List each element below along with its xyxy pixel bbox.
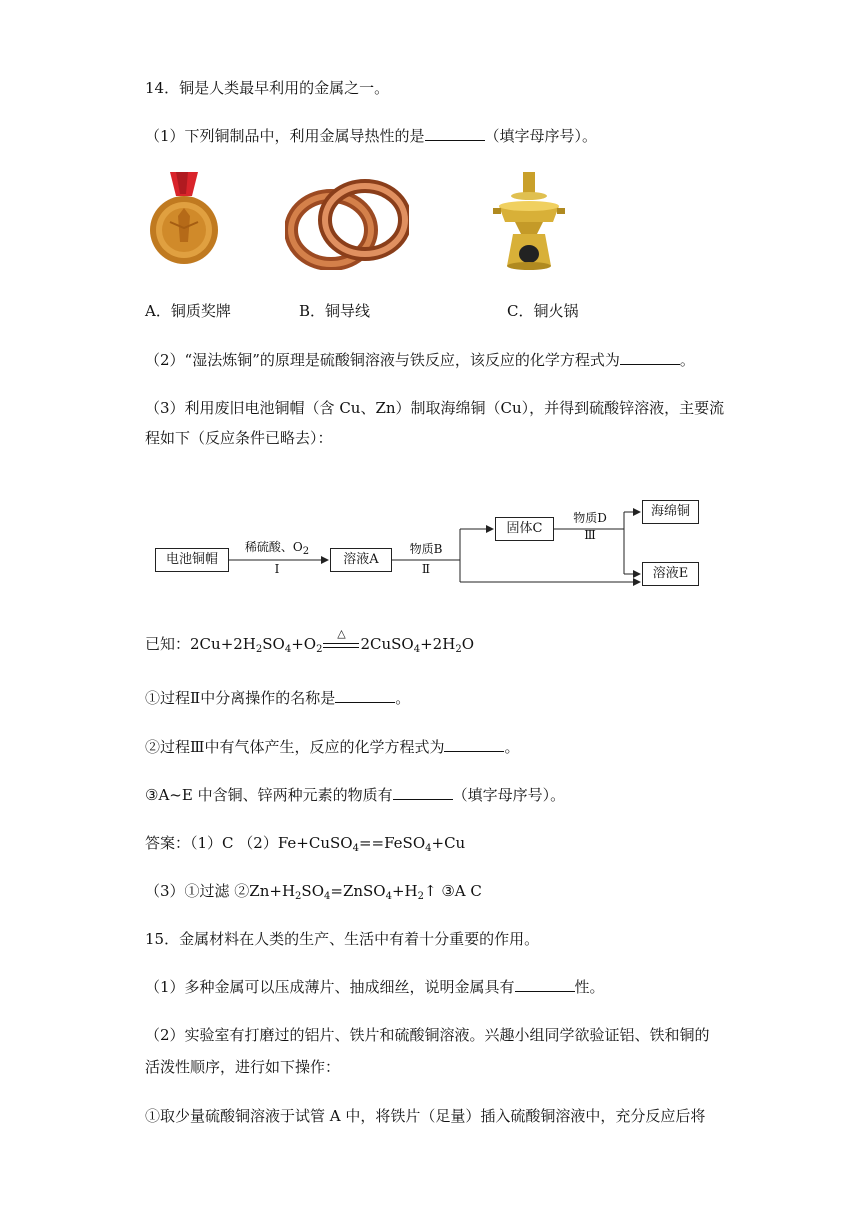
q14-part2: （2）“湿法炼铜”的原理是硫酸铜溶液与铁反应，该反应的化学方程式为 。 [145, 351, 695, 369]
q15-part3-line1: ①取少量硫酸铜溶液于试管 A 中，将铁片（足量）插入硫酸铜溶液中，充分反应后将 [145, 1107, 706, 1125]
sub-question-2: ②过程Ⅲ中有气体产生，反应的化学方程式为 。 [145, 738, 520, 756]
answer-line-1: 答案：（1）C （2）Fe+CuSO$_4$==FeSO$_4$+Cu [145, 834, 466, 854]
q14-part1: （1）下列铜制品中，利用金属导热性的是 （填字母序号）。 [145, 127, 598, 145]
sponge-copper-box: 海绵铜 [642, 500, 699, 524]
option-c-label: C．铜火锅 [507, 302, 579, 320]
option-a-label: A．铜质奖牌 [145, 302, 231, 320]
sub-question-3: ③A~E 中含铜、锌两种元素的物质有 （填字母序号）。 [145, 786, 566, 804]
step3-number: Ⅲ [584, 528, 596, 542]
step2-number: Ⅱ [421, 562, 431, 576]
answer-blank[interactable] [515, 977, 575, 992]
q14-part3-line2: 程如下（反应条件已略去）： [145, 429, 333, 447]
solution-e-box: 溶液E [642, 562, 699, 586]
q14-part3-line1: （3）利用废旧电池铜帽（含 Cu、Zn）制取海绵铜（Cu），并得到硫酸锌溶液，主要流 [145, 399, 725, 417]
q15-part1: （1）多种金属可以压成薄片、抽成细丝，说明金属具有 性。 [145, 978, 605, 996]
q15-title: 15．金属材料在人类的生产、生活中有着十分重要的作用。 [145, 930, 540, 948]
q15-part2-line1: （2）实验室有打磨过的铝片、铁片和硫酸铜溶液。兴趣小组同学欲验证铝、铁和铜的 [145, 1026, 710, 1044]
step2-reagent: 物质B [409, 542, 443, 556]
solid-c-box: 固体C [495, 517, 554, 541]
heat-condition: △ [337, 627, 346, 640]
solution-a-box: 溶液A [330, 548, 392, 572]
answer-blank[interactable] [444, 737, 504, 752]
known-equation: 已知：$2Cu+2H_2SO_4+O_2$ △ $2CuSO_4+2H_2O$ [145, 634, 474, 660]
answer-line-2: （3）①过滤 $②Zn+H_2SO_4=ZnSO_4+H_2↑$ ③A C [145, 882, 482, 902]
option-b-label: B．铜导线 [299, 302, 371, 320]
answer-blank[interactable] [335, 688, 395, 703]
q14-title: 14．铜是人类最早利用的金属之一。 [145, 79, 390, 97]
sub-question-1: ①过程Ⅱ中分离操作的名称是 。 [145, 689, 411, 707]
step3-reagent: 物质D [573, 511, 607, 525]
step1-number: Ⅰ [274, 562, 280, 576]
flow-start-box: 电池铜帽 [155, 548, 229, 572]
q15-part2-line2: 活泼性顺序，进行如下操作： [145, 1058, 341, 1076]
answer-blank[interactable] [393, 785, 453, 800]
step1-reagent: 稀硫酸、$O_2$ [244, 540, 310, 557]
